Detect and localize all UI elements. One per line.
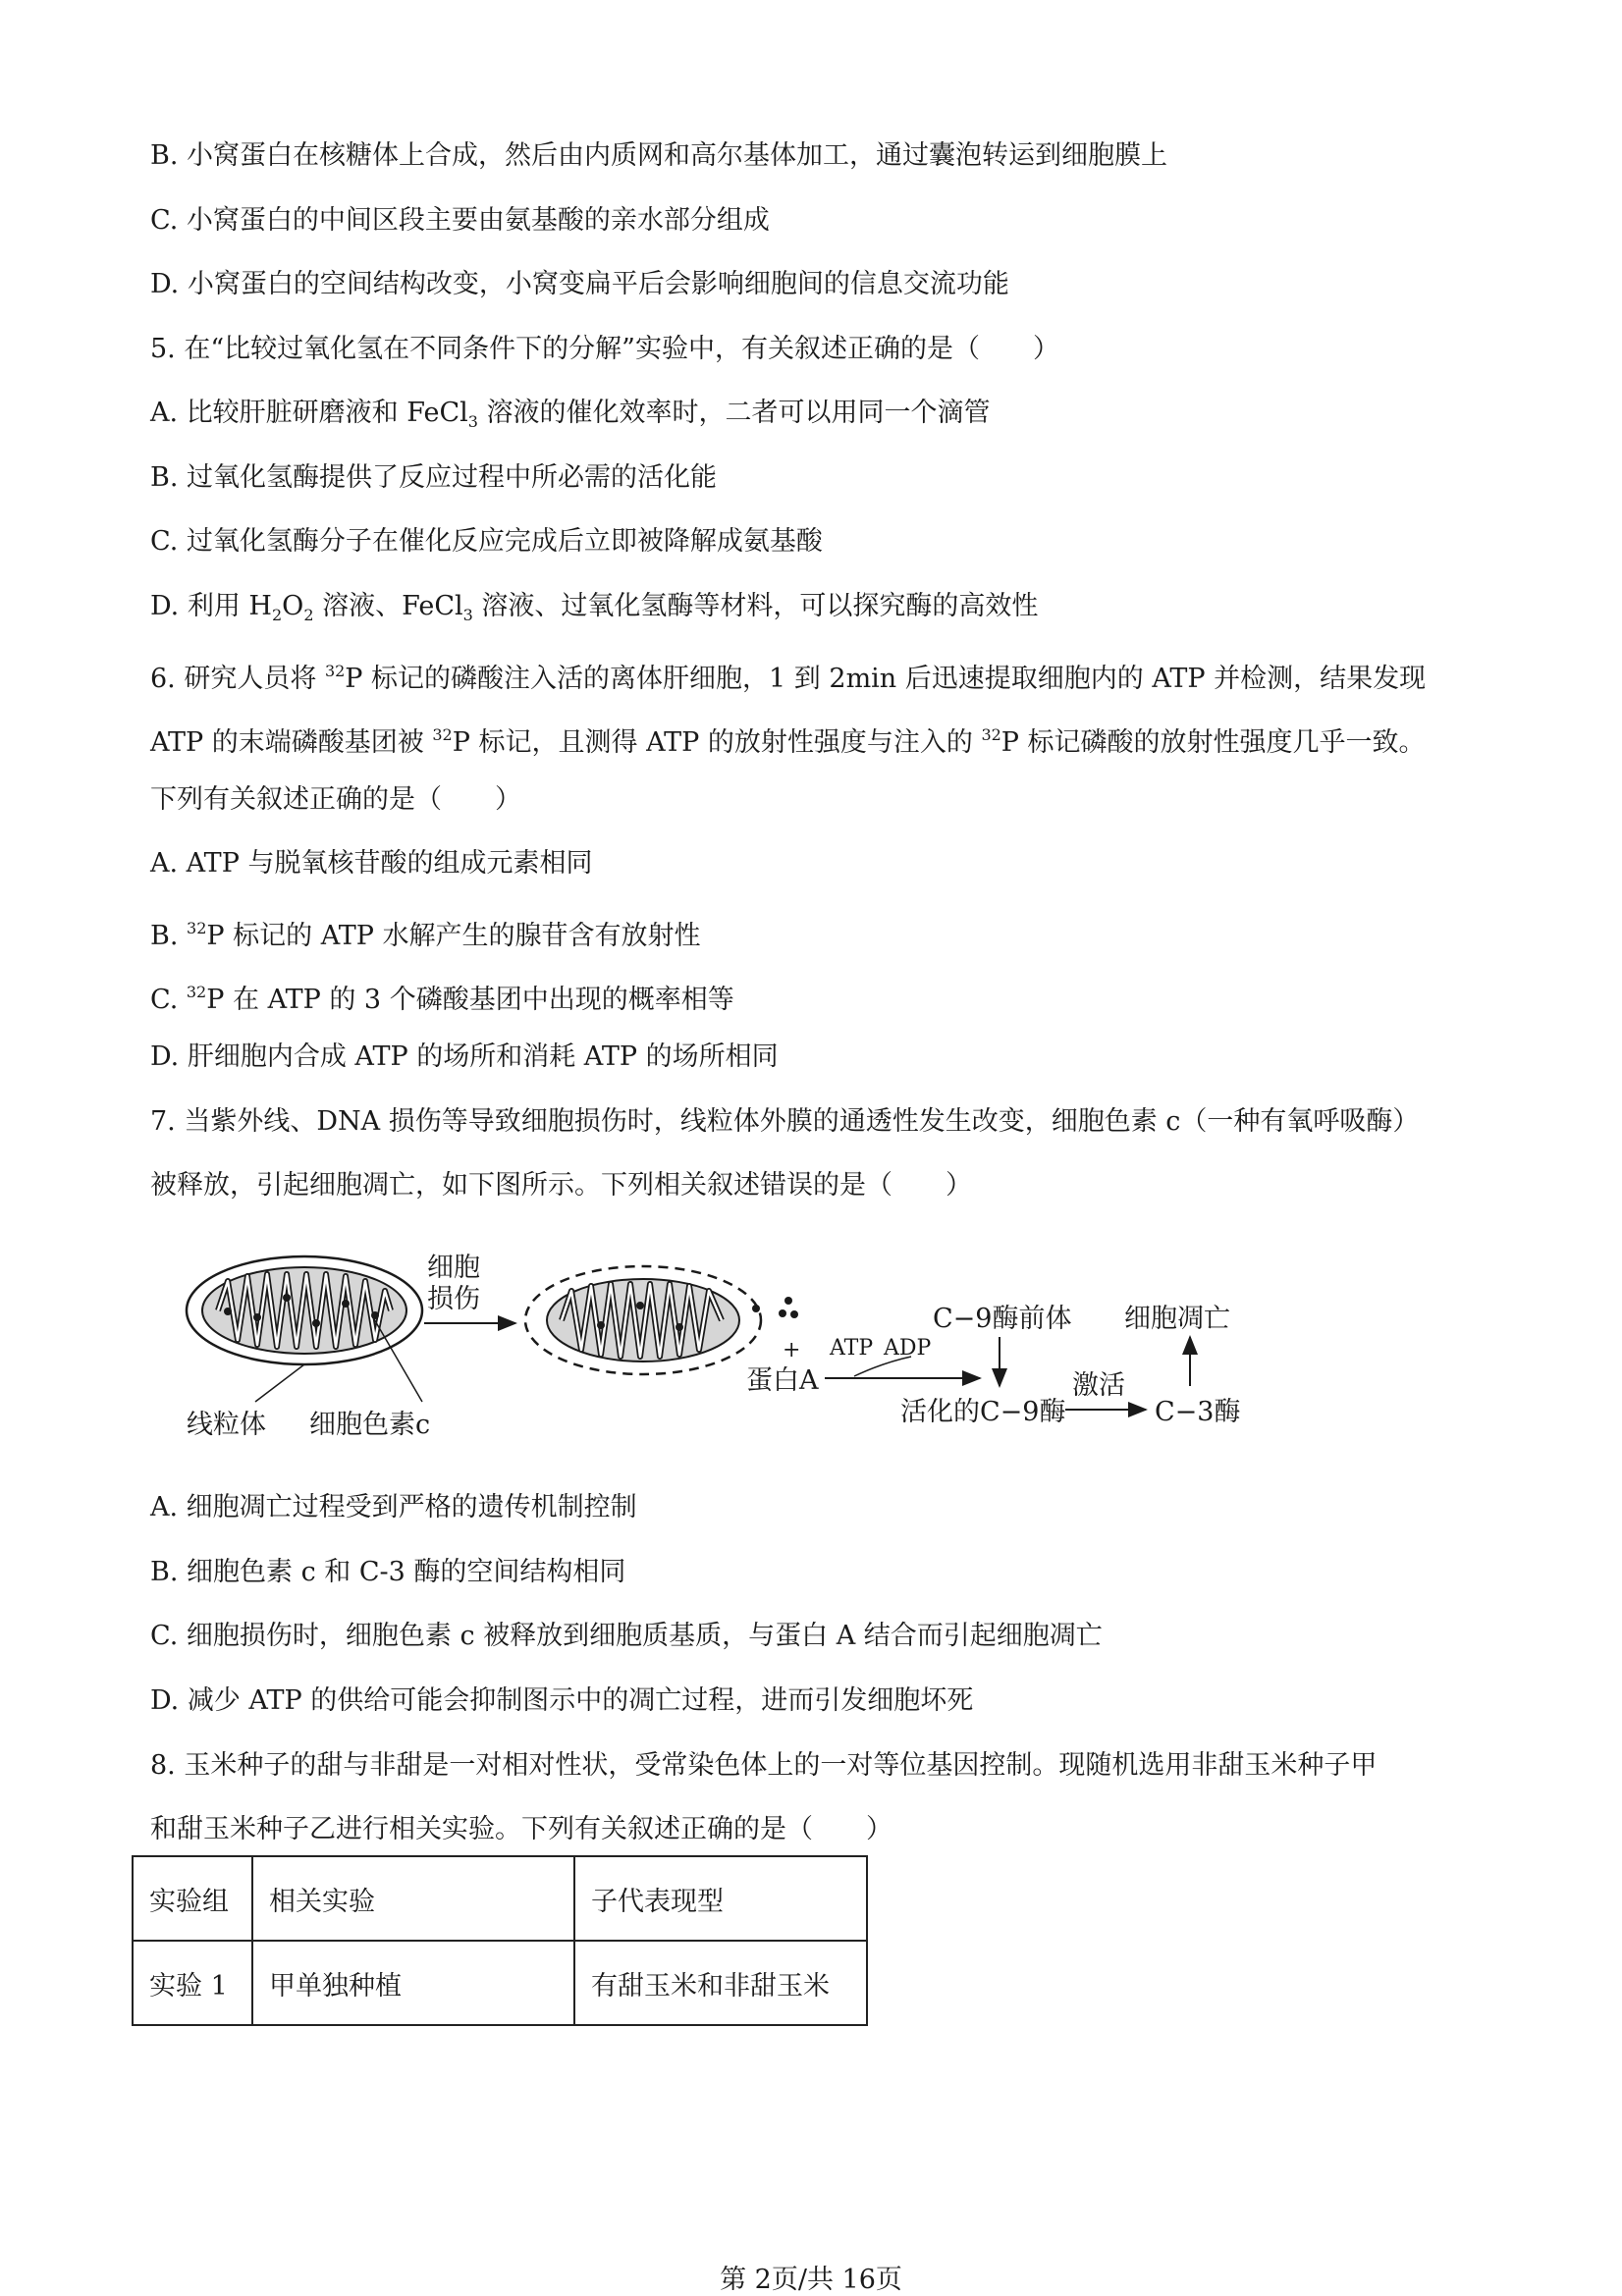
q6-stem-line-3: 下列有关叙述正确的是（ ） (150, 784, 521, 815)
q4-option-c: C. 小窝蛋白的中间区段主要由氨基酸的亲水部分组成 (150, 205, 770, 236)
damage-label-2: 损伤 (427, 1284, 480, 1314)
cytochrome-c-label: 细胞色素c (309, 1410, 431, 1440)
table-header-cell: 相关实验 (252, 1856, 574, 1941)
table-row (133, 1941, 867, 2025)
q5-option-c: C. 过氧化氢酶分子在催化反应完成后立即被降解成氨基酸 (150, 526, 823, 557)
table-cell: 甲单独种植 (252, 1941, 574, 2025)
q6-option-d: D. 肝细胞内合成 ATP 的场所和消耗 ATP 的场所相同 (150, 1041, 779, 1072)
q8-stem-line-2: 和甜玉米种子乙进行相关实验。下列有关叙述正确的是（ ） (150, 1814, 892, 1844)
q4-option-b: B. 小窝蛋白在核糖体上合成，然后由内质网和高尔基体加工，通过囊泡转运到细胞膜上 (150, 140, 1168, 171)
plus-sign: + (783, 1338, 801, 1362)
q7-option-b: B. 细胞色素 c 和 C-3 酶的空间结构相同 (150, 1557, 626, 1587)
intact-mitochondrion (187, 1256, 422, 1364)
apoptosis-label: 细胞凋亡 (1124, 1304, 1230, 1334)
table-cell: 有甜玉米和非甜玉米 (574, 1941, 867, 2025)
q6-stem-line-2: ATP 的末端磷酸基团被 $^{32}$P 标记，且测得 ATP 的放射性强度与注入的 $^{32}$P 标记磷酸的放射性强度几乎一致。 (150, 725, 1426, 758)
q5-option-d: D. 利用 $H_2O_2$ 溶液、FeCl$_3$ 溶液、过氧化氢酶等材料，可以探究酶的高效性 (150, 591, 1039, 624)
table-header-cell: 子代表现型 (574, 1856, 867, 1941)
q7-stem-line-1: 7. 当紫外线、DNA 损伤等导致细胞损伤时，线粒体外膜的通透性发生改变，细胞色素 c（一种有氧呼吸酶） (150, 1106, 1420, 1137)
q7-stem-line-2: 被释放，引起细胞凋亡，如下图所示。下列相关叙述错误的是（ ） (150, 1170, 972, 1201)
protein-a-label: 蛋白A (746, 1365, 819, 1396)
mitochondrion-label: 线粒体 (187, 1410, 266, 1440)
atp-label: ATP (830, 1336, 874, 1361)
q8-stem-line-1: 8. 玉米种子的甜与非甜是一对相对性状，受常染色体上的一对等位基因控制。现随机选用非甜玉米种子甲 (150, 1750, 1378, 1781)
q5-option-a: A. 比较肝脏研磨液和 FeCl$_3$ 溶液的催化效率时，二者可以用同一个滴管 (150, 398, 991, 431)
q6-option-c: C. $^{32}$P 在 ATP 的 3 个磷酸基团中出现的概率相等 (150, 983, 734, 1015)
q6-option-b: B. $^{32}$P 标记的 ATP 水解产生的腺苷含有放射性 (150, 919, 701, 951)
activate-label: 激活 (1072, 1370, 1125, 1401)
c9-precursor-label: C−9酶前体 (933, 1304, 1072, 1334)
c3-label: C−3酶 (1155, 1397, 1241, 1427)
experiment-table (132, 1855, 868, 2026)
apoptosis-diagram (177, 1247, 1257, 1453)
q7-option-d: D. 减少 ATP 的供给可能会抑制图示中的凋亡过程，进而引发细胞坏死 (150, 1685, 974, 1716)
q4-option-d: D. 小窝蛋白的空间结构改变，小窝变扁平后会影响细胞间的信息交流功能 (150, 269, 1009, 299)
q7-option-a: A. 细胞凋亡过程受到严格的遗传机制控制 (150, 1492, 637, 1522)
q5-option-b: B. 过氧化氢酶提供了反应过程中所必需的活化能 (150, 462, 718, 493)
active-c9-label: 活化的C−9酶 (900, 1397, 1066, 1427)
damaged-mitochondrion (525, 1266, 761, 1374)
mitochondrion-leader-line (255, 1364, 304, 1402)
q6-option-a: A. ATP 与脱氧核苷酸的组成元素相同 (150, 848, 593, 879)
table-header-row (133, 1856, 867, 1941)
q5-stem: 5. 在“比较过氧化氢在不同条件下的分解”实验中，有关叙述正确的是（ ） (150, 334, 1059, 364)
page-footer: 第 2页/共 16页 (720, 2265, 902, 2295)
q6-stem-line-1: 6. 研究人员将 $^{32}$P 标记的磷酸注入活的离体肝细胞，1 到 2min 后迅速提取细胞内的 ATP 并检测，结果发现 (150, 662, 1427, 694)
damage-label-1: 细胞 (427, 1253, 480, 1283)
q7-option-c: C. 细胞损伤时，细胞色素 c 被释放到细胞质基质，与蛋白 A 结合而引起细胞凋亡 (150, 1621, 1103, 1651)
table-header-cell: 实验组 (133, 1856, 252, 1941)
table-cell: 实验 1 (133, 1941, 252, 2025)
adp-label: ADP (884, 1336, 932, 1361)
